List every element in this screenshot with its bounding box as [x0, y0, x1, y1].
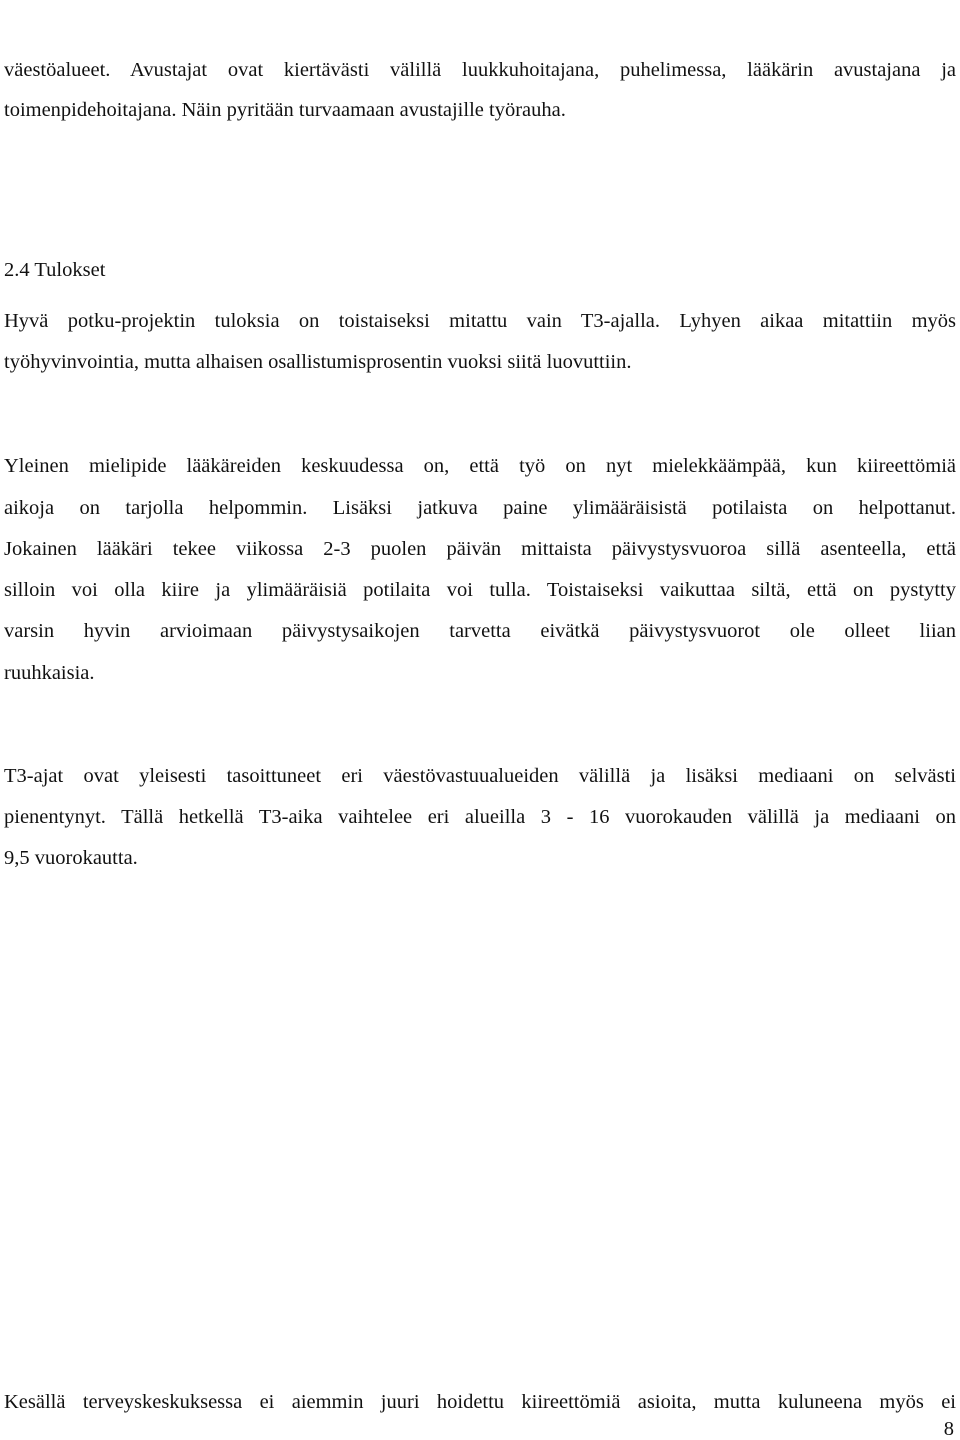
para1-line-1: Hyvä potku-projektin tuloksia on toistaiseksi mitattu vain T3-ajalla. Lyhyen aikaa mitattiin myös [4, 310, 956, 332]
intro-line-2: toimenpidehoitajana. Näin pyritään turvaamaan avustajille työrauha. [4, 99, 566, 121]
para3-line-2: pienentynyt. Tällä hetkellä T3-aika vaihtelee eri alueilla 3 - 16 vuorokauden välillä ja mediaani on [4, 806, 956, 828]
para2-line-6: ruuhkaisia. [4, 662, 95, 684]
page-number: 8 [943, 1418, 954, 1440]
intro-line-1: väestöalueet. Avustajat ovat kiertävästi välillä luukkuhoitajana, puhelimessa, lääkärin avustajana ja [4, 59, 956, 81]
para2-line-1: Yleinen mielipide lääkäreiden keskuudessa on, että työ on nyt mielekkäämpää, kun kiireettömiä [4, 455, 956, 477]
para1-line-2: työhyvinvointia, mutta alhaisen osallistumisprosentin vuoksi siitä luovuttiin. [4, 351, 632, 373]
para2-line-2: aikoja on tarjolla helpommin. Lisäksi jatkuva paine ylimääräisistä potilaista on helpottanut. [4, 497, 956, 519]
section-heading: 2.4 Tulokset [4, 259, 106, 281]
para2-line-3: Jokainen lääkäri tekee viikossa 2-3 puolen päivän mittaista päivystysvuoroa sillä asenteella, että [4, 538, 956, 560]
para2-line-5: varsin hyvin arvioimaan päivystysaikojen tarvetta eivätkä päivystysvuorot ole olleet liian [4, 620, 956, 642]
para3-line-1: T3-ajat ovat yleisesti tasoittuneet eri väestövastuualueiden välillä ja lisäksi mediaani on selvästi [4, 765, 956, 787]
para4-line-1: Kesällä terveyskeskuksessa ei aiemmin juuri hoidettu kiireettömiä asioita, mutta kuluneena myös ei [4, 1391, 956, 1413]
para2-line-4: silloin voi olla kiire ja ylimääräisiä potilaita voi tulla. Toistaiseksi vaikuttaa siltä, että on pystytty [4, 579, 956, 601]
para3-line-3: 9,5 vuorokautta. [4, 847, 138, 869]
